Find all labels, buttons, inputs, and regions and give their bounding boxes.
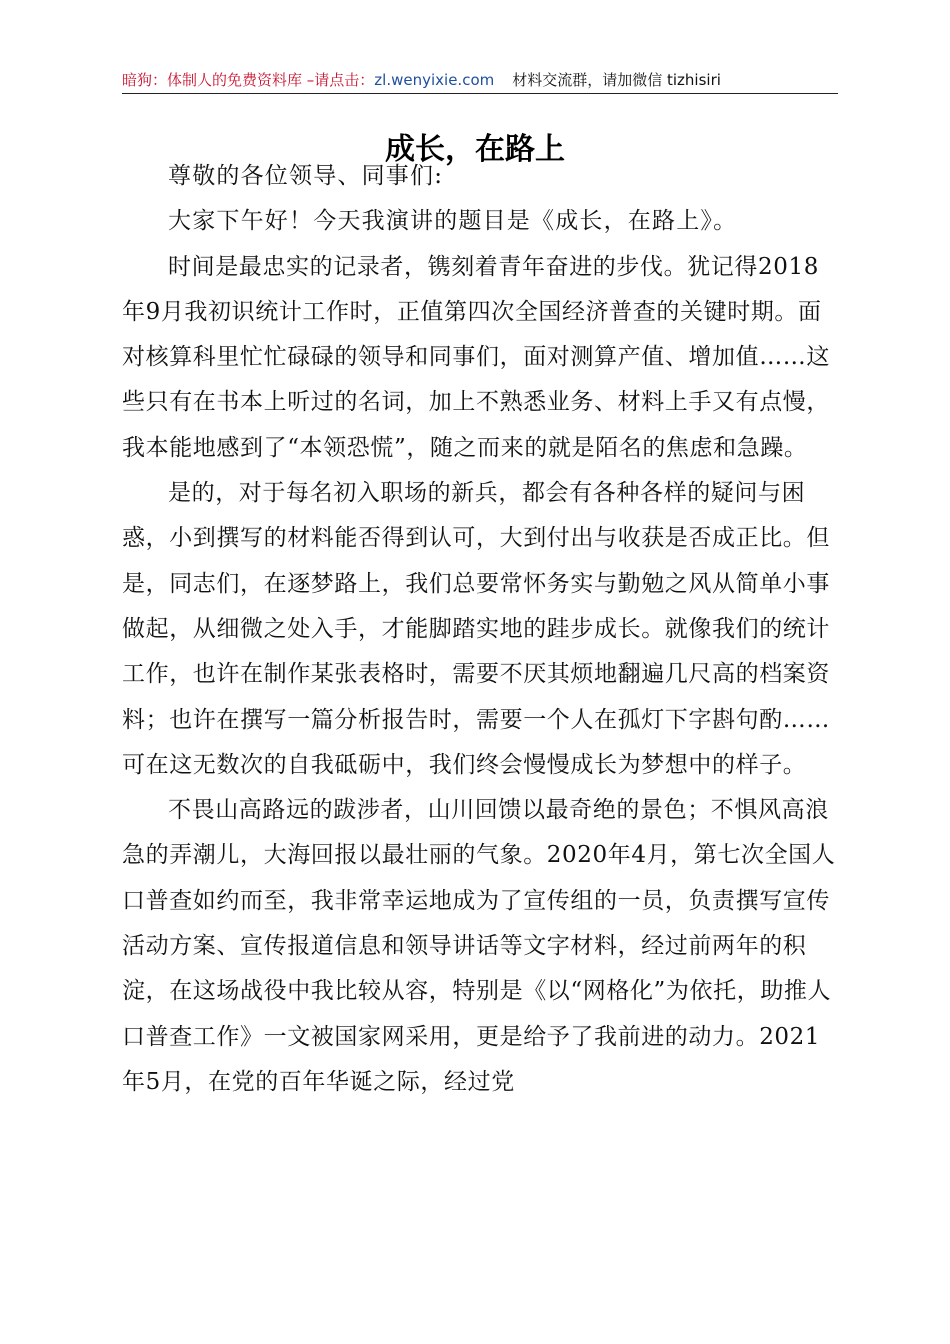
- body-paragraph: 时间是最忠实的记录者，镌刻着青年奋进的步伐。犹记得2018年9月我初识统计工作时，正值第四次全国经济普查的关键时期。面对核算科里忙忙碌碌的领导和同事们，面对测算产值、增加值……这些只有在书本上听过的名词，加上不熟悉业务、材料上手又有点慢，我本能地感到了“本领恐慌”，随之而来的就是陌名的焦虑和急躁。: [122, 253, 830, 461]
- header-brand: 暗狗：体制人的免费资料库: [122, 71, 303, 89]
- header-divider: [122, 93, 838, 94]
- page-header: [122, 70, 838, 90]
- body-paragraph: 不畏山高路远的跋涉者，山川回馈以最奇绝的景色；不惧风高浪急的弄潮儿，大海回报以最壮丽的气象。2020年4月，第七次全国人口普查如约而至，我非常幸运地成为了宣传组的一员，负责撰写宣传活动方案、宣传报道信息和领导讲话等文字材料，经过前两年的积淀，在这场战役中我比较从容，特别是《以“网格化”为依托，助推人口普查工作》一文被国家网采用，更是给予了我前进的动力。2021年5月，在党的百年华诞之际，经过党: [122, 797, 836, 1095]
- document-title: 成长，在路上: [385, 132, 565, 167]
- salutation-paragraph: 尊敬的各位领导、同事们:: [168, 163, 444, 189]
- header-prompt: –请点击：: [302, 71, 375, 89]
- header-wechat-note: 材料交流群，请加微信 tizhisiri: [512, 71, 721, 89]
- document-body: [122, 154, 838, 1105]
- greeting-paragraph: 大家下午好！今天我演讲的题目是《成长，在路上》。: [168, 208, 738, 235]
- body-paragraph: 是的，对于每名初入职场的新兵，都会有各种各样的疑问与困惑，小到撰写的材料能否得到认可，大到付出与收获是否成正比。但是，同志们，在逐梦路上，我们总要常怀务实与勤勉之风从简单小事做起，从细微之处入手，才能脚踏实地的跬步成长。就像我们的统计工作，也许在制作某张表格时，需要不厌其烦地翻遍几尺高的档案资料；也许在撰写一篇分析报告时，需要一个人在孤灯下字斟句酌……可在这无数次的自我砥砺中，我们终会慢慢成长为梦想中的样子。: [122, 480, 830, 778]
- header-link[interactable]: zl.wenyixie.com: [374, 71, 495, 89]
